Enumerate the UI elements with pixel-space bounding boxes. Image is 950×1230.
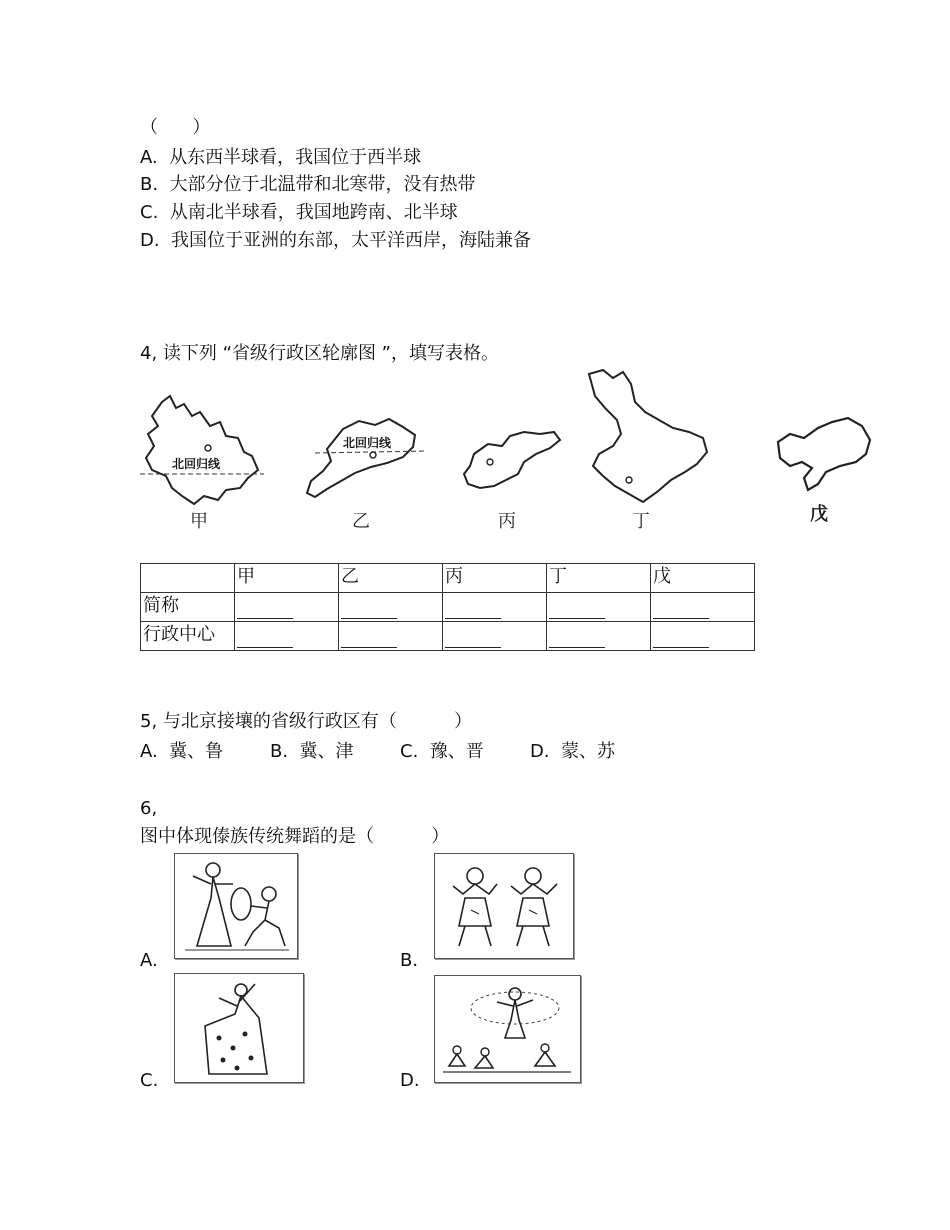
map-yi (303, 405, 433, 505)
answer-blank[interactable] (339, 622, 443, 651)
answer-blank[interactable] (339, 593, 443, 622)
q5-stem: 5, 与北京接壤的省级行政区有（ ） (140, 711, 473, 732)
q5-option-d[interactable]: D. 蒙、苏 (530, 741, 616, 762)
answer-blank[interactable] (235, 593, 339, 622)
q6-stem: 图中体现傣族传统舞蹈的是（ ） (140, 826, 450, 847)
map-label-bing: 丙 (498, 511, 516, 532)
table-row-label: 简称 (141, 593, 235, 622)
answer-blank[interactable] (547, 622, 651, 651)
q4-stem: 4, 读下列 “省级行政区轮廓图 ”，填写表格。 (140, 343, 499, 364)
q3-option-b[interactable]: B. 大部分位于北温带和北寒带，没有热带 (140, 174, 476, 195)
tropic-label: 北回归线 (172, 457, 221, 471)
map-ding (585, 368, 713, 508)
answer-blank[interactable] (443, 622, 547, 651)
answer-blank[interactable] (547, 593, 651, 622)
map-label-jia: 甲 (190, 511, 208, 532)
answer-blank[interactable] (651, 593, 755, 622)
q6-option-b-letter[interactable]: B. (400, 950, 419, 971)
q6-number: 6, (140, 798, 158, 819)
province-table (140, 563, 755, 651)
table-header-row (141, 564, 755, 593)
tropic-label-yi: 北回归线 (343, 436, 392, 450)
q6-option-d-letter[interactable]: D. (400, 1070, 420, 1091)
table-header-cell: 甲 (235, 564, 339, 593)
map-label-yi: 乙 (352, 511, 370, 532)
q3-option-c[interactable]: C. 从南北半球看，我国地跨南、北半球 (140, 202, 458, 223)
q6-option-a-image[interactable] (174, 853, 298, 959)
map-bing (460, 428, 565, 493)
table-row (141, 622, 755, 651)
q5-option-c[interactable]: C. 豫、晋 (400, 741, 484, 762)
map-label-ding: 丁 (632, 511, 650, 532)
q6-option-c-image[interactable] (174, 973, 304, 1083)
table-header-cell: 戊 (651, 564, 755, 593)
q5-option-b[interactable]: B. 冀、津 (270, 741, 354, 762)
q3-option-d[interactable]: D. 我国位于亚洲的东部，太平洋西岸，海陆兼备 (140, 230, 532, 251)
q3-paren: （ ） (140, 117, 211, 138)
q6-option-d-image[interactable] (434, 975, 581, 1083)
table-header-cell: 丙 (443, 564, 547, 593)
table-row-label: 行政中心 (141, 622, 235, 651)
answer-blank[interactable] (235, 622, 339, 651)
q6-option-a-letter[interactable]: A. (140, 950, 158, 971)
map-jia (140, 392, 270, 510)
answer-blank[interactable] (651, 622, 755, 651)
table-header-cell: 丁 (547, 564, 651, 593)
q5-option-a[interactable]: A. 冀、鲁 (140, 741, 224, 762)
answer-blank[interactable] (443, 593, 547, 622)
map-label-wu: 戊 (810, 504, 828, 525)
table-row (141, 593, 755, 622)
map-wu (772, 412, 877, 494)
q3-option-a[interactable]: A. 从东西半球看，我国位于西半球 (140, 147, 422, 168)
q6-option-c-letter[interactable]: C. (140, 1070, 159, 1091)
table-header-cell: 乙 (339, 564, 443, 593)
table-header-cell (141, 564, 235, 593)
q6-option-b-image[interactable] (434, 853, 574, 959)
